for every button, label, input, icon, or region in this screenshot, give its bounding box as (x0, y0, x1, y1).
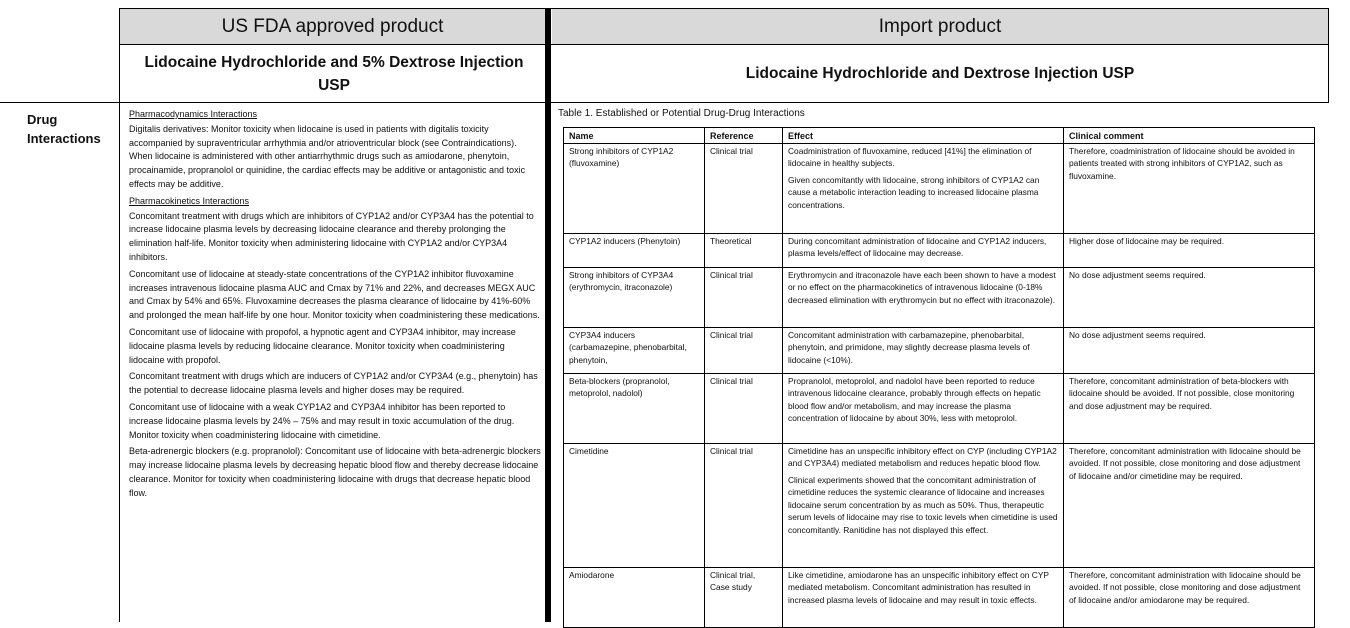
import-product-name: Lidocaine Hydrochloride and Dextrose Injection USP (745, 65, 1135, 82)
pk-paragraph-4: Concomitant treatment with drugs which are inducers of CYP1A2 and/or CYP3A4 (e.g., phenytoin) has the potential to decrease lidocaine plasma levels and higher doses may be required. (129, 371, 538, 396)
cell-name: Cimetidine (564, 443, 705, 567)
cell-effect: During concomitant administration of lidocaine and CYP1A2 inducers, plasma levels/effect of lidocaine may decrease. (783, 233, 1064, 267)
effect-text: Coadministration of fluvoxamine, reduced [41%] the elimination of lidocaine in healthy subjects. (788, 145, 1032, 168)
us-drug-interactions-text (129, 108, 541, 504)
table-row (564, 443, 1315, 567)
pk-paragraph-1: Concomitant treatment with drugs which are inhibitors of CYP1A2 and/or CYP3A4 has the potential to increase lidocaine plasma levels by decreasing lidocaine clearance and thereby prolonging the elimination half-life. Monitor toxicity when administering lidocaine with CYP1A2 and/or CYP3A4 inhibitors. (129, 210, 534, 262)
cell-reference: Clinical trial (705, 267, 783, 327)
pk-paragraph-5: Concomitant use of lidocaine with a weak CYP1A2 and CYP3A4 inhibitor has been reported to increase lidocaine plasma levels by 24% – 75% and may result in toxic accumulation of the drug. Monitor toxicity when coadministering lidocaine with cimetidine. (129, 401, 515, 440)
pd-paragraph: Digitalis derivatives: Monitor toxicity when lidocaine is used in patients with digitalis toxicity accompanied by supraventricular arrhythmia and/or atrioventricular block (see Contraindications). When lidocaine is administered with other antiarrhythmic drugs such as amiodarone, phenytoin, procainamide, propranolol or quinidine, the cardiac effects may be additive or antagonistic and toxic effects may be additive. (129, 123, 526, 189)
cell-effect: Concomitant administration with carbamazepine, phenobarbital, phenytoin, and primidone, may slightly decrease plasma levels of lidocaine (<10%). (783, 327, 1064, 373)
table-row (564, 143, 1315, 233)
table-row (564, 233, 1315, 267)
cell-effect: Erythromycin and itraconazole have each been shown to have a modest or no effect on the pharmacokinetics of intravenous lidocaine (0-18% decreased elimination with erythromycin but no effect with itraconazole). (783, 267, 1064, 327)
cell-comment: No dose adjustment seems required. (1064, 327, 1315, 373)
cell-effect: Like cimetidine, amiodarone has an unspecific inhibitory effect on CYP mediated metabolism. Concomitant administration has resulted in increased plasma levels of lidocaine and may result in toxic effects. (783, 567, 1064, 627)
us-product-name: Lidocaine Hydrochloride and 5% Dextrose Injection USP (144, 53, 524, 94)
table-row (564, 567, 1315, 627)
pk-paragraph-6: Beta-adrenergic blockers (e.g. propranolol): Concomitant use of lidocaine with beta-adrenergic blockers may increase lidocaine plasma levels by decreasing hepatic blood flow and thereby decrease lidocaine clearance. Monitor for toxicity when coadministering lidocaine with drugs that decrease hepatic blood flow. (129, 446, 541, 498)
cell-reference: Theoretical (705, 233, 783, 267)
col-header-effect: Effect (783, 128, 1064, 144)
cell-reference: Clinical trial, Case study (705, 567, 783, 627)
effect-text: Clinical experiments showed that the concomitant administration of cimetidine reduces the systemic clearance of lidocaine and increases lidocaine serum concentration by as much as 50%. Thus, therapeutic serum levels of lidocaine may rise to toxic levels when cimetidine is used concomitantly. Ranitidine has not displayed this effect. (788, 474, 1058, 535)
table-row (564, 267, 1315, 327)
pk-paragraph-2: Concomitant use of lidocaine at steady-state concentrations of the CYP1A2 inhibitor fluvoxamine increases intravenous lidocaine plasma AUC and Cmax by 71% and 22%, and decreases MEGX AUC and Cmax by 54% and 65%. Fluvoxamine decreases the plasma clearance of lidocaine by 41%-60% and prolonged the mean half-life by one hour. Monitor toxicity when coadministering these medications. (129, 268, 540, 321)
cell-reference: Clinical trial (705, 143, 783, 233)
cell-effect (783, 143, 1064, 233)
section-label-drug-interactions: Drug Interactions (27, 112, 101, 146)
pk-heading: Pharmacokinetics Interactions (129, 195, 250, 206)
grid-right-border (1328, 8, 1329, 103)
table-row (564, 327, 1315, 373)
cell-comment: Therefore, concomitant administration of beta-blockers with lidocaine should be avoided. If not possible, close monitoring and dose adjustment may be required. (1064, 373, 1315, 443)
cell-name: CYP3A4 inducers (carbamazepine, phenobarbital, phenytoin, (564, 327, 705, 373)
col-header-clinical-comment: Clinical comment (1064, 128, 1315, 144)
cell-comment: No dose adjustment seems required. (1064, 267, 1315, 327)
cell-reference: Clinical trial (705, 373, 783, 443)
cell-effect (783, 443, 1064, 567)
effect-text: Given concomitantly with lidocaine, strong inhibitors of CYP1A2 can cause a metabolic interaction leading to increased lidocaine plasma concentrations. (788, 174, 1040, 210)
cell-comment: Therefore, coadministration of lidocaine should be avoided in patients treated with strong inhibitors of CYP1A2, such as fluvoxamine. (1064, 143, 1315, 233)
cell-comment: Higher dose of lidocaine may be required. (1064, 233, 1315, 267)
cell-name: Strong inhibitors of CYP3A4 (erythromycin, itraconazole) (564, 267, 705, 327)
ddi-table (563, 127, 1315, 628)
grid-product-bottom (0, 102, 1329, 103)
pd-heading: Pharmacodynamics Interactions (129, 109, 258, 119)
table-header-row (564, 128, 1315, 144)
pk-paragraph-3: Concomitant use of lidocaine with propofol, a hypnotic agent and CYP3A4 inhibitor, may increase lidocaine plasma levels by reducing lidocaine clearance. Monitor toxicity when coadministering lidocaine with propofol. (129, 326, 516, 365)
cell-comment: Therefore, concomitant administration with lidocaine should be avoided. If not possible, close monitoring and dose adjustment of lidocaine and/or amiodarone may be required. (1064, 567, 1315, 627)
cell-reference: Clinical trial (705, 327, 783, 373)
cell-name: Beta-blockers (propranolol, metoprolol, nadolol) (564, 373, 705, 443)
cell-name: Amiodarone (564, 567, 705, 627)
us-fda-header: US FDA approved product (221, 15, 444, 37)
table-row (564, 373, 1315, 443)
col-header-name: Name (564, 128, 705, 144)
grid-left-label-border (119, 8, 120, 622)
import-product-header: Import product (878, 15, 1002, 37)
table-caption: Table 1. Established or Potential Drug-Drug Interactions (558, 108, 805, 119)
effect-text: Cimetidine has an unspecific inhibitory effect on CYP (including CYP1A2 and CYP3A4) mediated metabolism and reduces hepatic blood flow. (788, 445, 1057, 468)
cell-name: Strong inhibitors of CYP1A2 (fluvoxamine) (564, 143, 705, 233)
grid-center-divider (545, 8, 551, 622)
cell-comment: Therefore, concomitant administration with lidocaine should be avoided. If not possible, close monitoring and dose adjustment of lidocaine and/or cimetidine may be required. (1064, 443, 1315, 567)
cell-reference: Clinical trial (705, 443, 783, 567)
col-header-reference: Reference (705, 128, 783, 144)
cell-effect: Propranolol, metoprolol, and nadolol have been reported to reduce intravenous lidocaine clearance, probably through effects on hepatic blood flow and/or metabolism, and may increase the plasma concentration of lidocaine by about 30%, less with metoprolol. (783, 373, 1064, 443)
cell-name: CYP1A2 inducers (Phenytoin) (564, 233, 705, 267)
